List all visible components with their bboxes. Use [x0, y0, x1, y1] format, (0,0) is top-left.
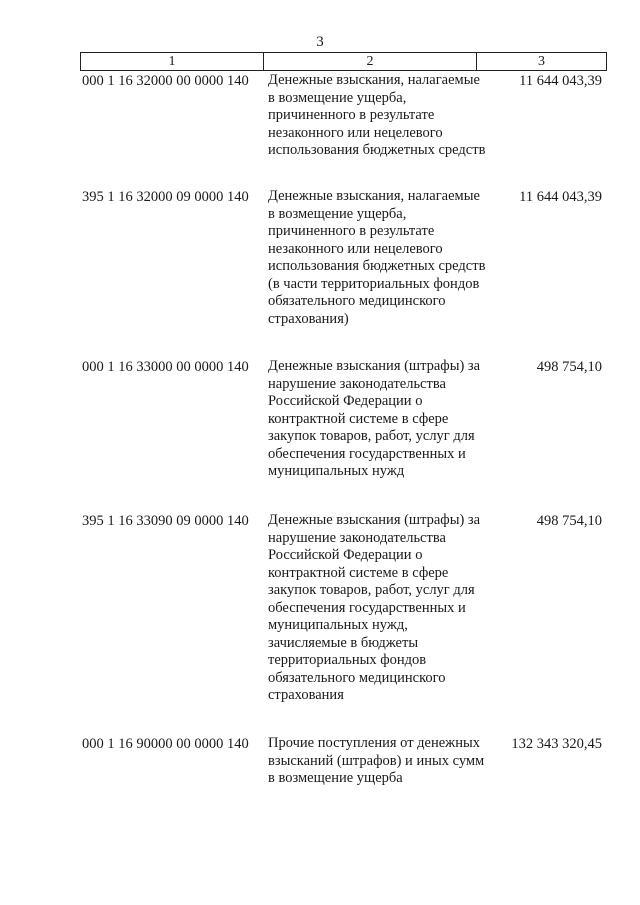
header-col-3: 3: [538, 54, 545, 69]
row-amount: 11 644 043,39: [519, 189, 602, 205]
row-description: Прочие поступления от денежных взысканий (штрафов) и иных сумм в возмещение ущерба: [268, 735, 485, 786]
row-description: Денежные взыскания (штрафы) за нарушение законодательства Российской Федерации о контрактной системе в сфере закупок товаров, работ, услуг для обеспечения государственных и муниципальных нужд, зачисляемые в бюджеты территориальных фондов обязательного медицинского страхования: [268, 512, 481, 703]
budget-code: 395 1 16 32000 09 0000 140: [82, 189, 249, 205]
page-number: 3: [316, 34, 324, 50]
header-col-1: 1: [81, 53, 264, 70]
row-amount: 132 343 320,45: [511, 736, 602, 752]
header-col-2: 2: [264, 53, 477, 70]
budget-code: 000 1 16 90000 00 0000 140: [82, 736, 249, 752]
budget-code: 395 1 16 33090 09 0000 140: [82, 513, 249, 529]
row-description: Денежные взыскания (штрафы) за нарушение законодательства Российской Федерации о контрактной системе в сфере закупок товаров, работ, услуг для обеспечения государственных и муниципальных нужд: [268, 358, 481, 479]
budget-code: 000 1 16 33000 00 0000 140: [82, 359, 249, 375]
row-description: Денежные взыскания, налагаемые в возмещение ущерба, причиненного в результате незаконного или нецелевого использования бюджетных средств: [268, 72, 486, 158]
table-header: [80, 52, 607, 71]
row-amount: 498 754,10: [536, 359, 602, 375]
budget-code: 000 1 16 32000 00 0000 140: [82, 73, 249, 89]
row-amount: 498 754,10: [536, 513, 602, 529]
row-amount: 11 644 043,39: [519, 73, 602, 89]
row-description: Денежные взыскания, налагаемые в возмещение ущерба, причиненного в результате незаконного или нецелевого использования бюджетных средств (в части территориальных фондов обязательного медицинского страхования): [268, 188, 486, 327]
